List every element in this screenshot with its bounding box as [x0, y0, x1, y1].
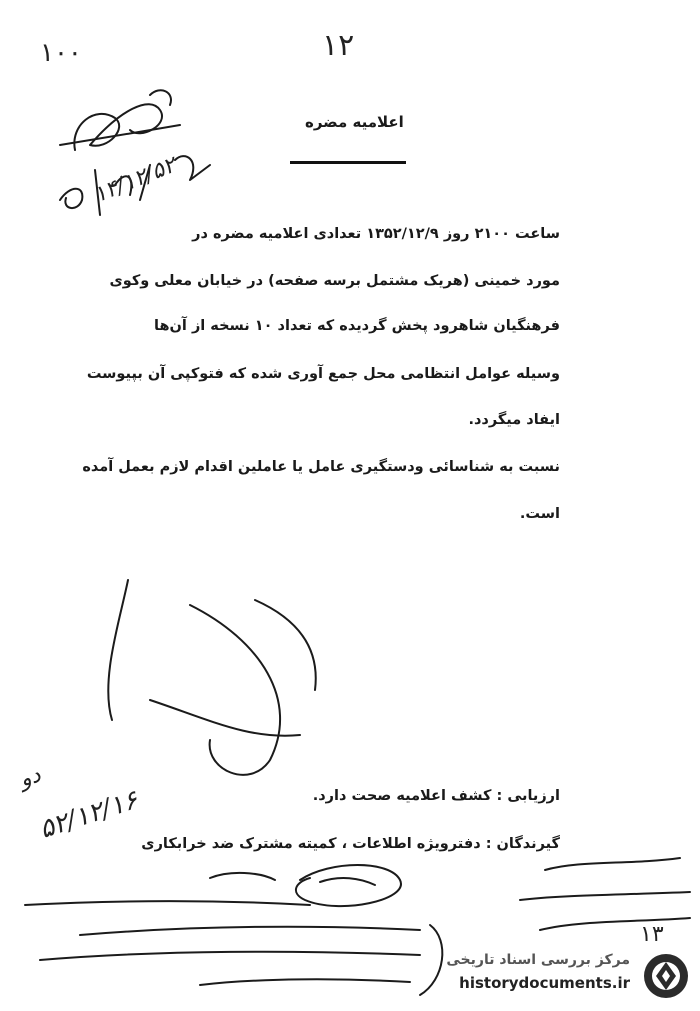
recipients-line: گیرندگان : دفترویژه اطلاعات ، کمیته مشترک ضد خرابکاری	[141, 836, 560, 852]
handwritten-note-left: دو	[16, 762, 44, 793]
page-number: ۱۲	[322, 28, 355, 63]
watermark-line-1: مرکز بررسی اسناد تاریخی	[446, 952, 630, 968]
watermark	[420, 946, 700, 1006]
body-line-6: نسبت به شناسائی ودستگیری عامل یا عاملین اقدام لازم بعمل آمده	[82, 459, 560, 475]
doc-number: ۱۰۰	[40, 38, 82, 68]
evaluation-line: ارزیابی : کشف اعلامیه صحت دارد.	[312, 788, 560, 804]
body-line-7: است.	[519, 506, 560, 522]
handwritten-date-left: ۵۲/۱۲/۱۶	[35, 785, 142, 845]
handwritten-date-top: ۱۴/۱۲/۵۲	[90, 152, 180, 209]
body-line-5: ایفاد میگردد.	[468, 412, 560, 428]
watermark-logo-icon	[642, 952, 690, 1000]
page-title: اعلامیه مضره	[305, 113, 404, 131]
body-line-4: وسیله عوامل انتظامی محل جمع آوری شده که فتوکپی آن بپیوست	[86, 366, 560, 382]
body-line-2: مورد خمینی (هریک مشتمل برسه صفحه) در خیابان معلی وکوی	[109, 273, 560, 289]
body-line-1: ساعت ۲۱۰۰ روز ۱۳۵۲/۱۲/۹ تعدادی اعلامیه مضره در	[192, 226, 560, 242]
body-line-3: فرهنگیان شاهرود پخش گردیده که تعداد ۱۰ نسخه از آن‌ها	[154, 318, 560, 334]
watermark-line-2: historydocuments.ir	[459, 974, 630, 992]
footer-number: ۱۳	[640, 922, 664, 947]
